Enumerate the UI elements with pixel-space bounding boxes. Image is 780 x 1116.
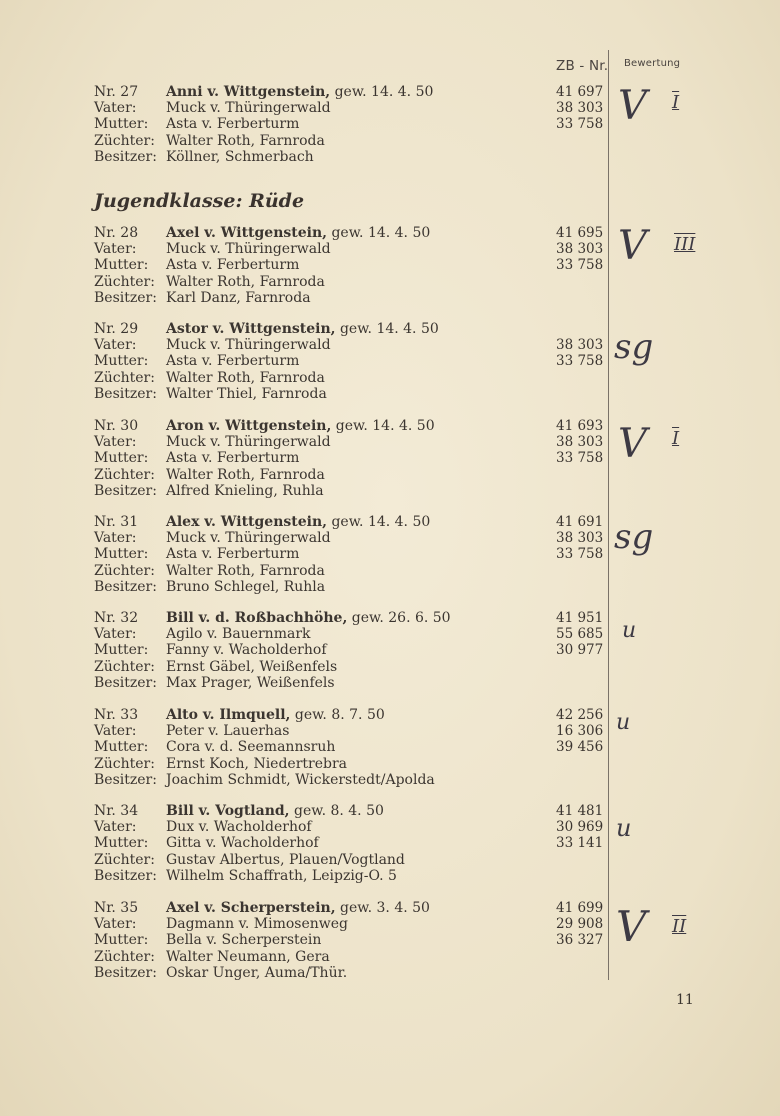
handwritten-rating: sg [614, 327, 654, 367]
handwritten-rating: sg [614, 517, 654, 557]
section-title: Jugendklasse: Rüde [94, 190, 305, 212]
field-label: Züchter: [94, 948, 155, 965]
entry-number: Nr. 27 [94, 84, 139, 100]
field-label: Mutter: [94, 353, 149, 370]
birth-date: gew. 14. 4. 50 [334, 84, 434, 100]
field-value: Walter Roth, Farnroda [166, 369, 325, 386]
field-label: Züchter: [94, 132, 155, 149]
field-label: Mutter: [94, 116, 149, 133]
field-label: Vater: [94, 337, 137, 354]
field-value: Gitta v. Wacholderhof [166, 835, 319, 852]
entry-line [94, 353, 614, 369]
field-value: Walter Thiel, Farnroda [166, 385, 327, 402]
handwritten-rating: u [622, 618, 637, 643]
field-label: Vater: [94, 100, 137, 117]
entry [94, 321, 614, 402]
dog-name: Astor v. Wittgenstein, [166, 321, 336, 337]
entry-line [94, 321, 614, 337]
entry-line [94, 739, 614, 755]
field-label: Mutter: [94, 546, 149, 563]
zb-number: 33 758 [556, 116, 604, 133]
field-label: Vater: [94, 530, 137, 547]
birth-date: gew. 14. 4. 50 [331, 225, 431, 241]
field-label: Mutter: [94, 642, 149, 659]
entry-line [94, 257, 614, 273]
zb-number: 42 256 [556, 707, 604, 723]
entry-line [94, 626, 614, 642]
page-number: 11 [676, 992, 694, 1008]
entry [94, 225, 614, 306]
entry-line [94, 84, 614, 100]
zb-number: 41 697 [556, 84, 604, 100]
entry-line [94, 418, 614, 434]
field-value: Muck v. Thüringerwald [166, 100, 331, 117]
handwritten-placement: III [674, 234, 696, 255]
field-label: Mutter: [94, 835, 149, 852]
field-value: Dux v. Wacholderhof [166, 819, 312, 836]
entry-line [94, 772, 614, 788]
entry-line [94, 450, 614, 466]
field-value: Bruno Schlegel, Ruhla [166, 578, 326, 595]
birth-date: gew. 26. 6. 50 [351, 610, 451, 626]
handwritten-rating: u [616, 710, 631, 735]
entry-line [94, 100, 614, 116]
entry-line [94, 868, 614, 884]
entry-line [94, 483, 614, 499]
entry-number: Nr. 33 [94, 707, 139, 723]
entry-line [94, 835, 614, 851]
field-value: Oskar Unger, Auma/Thür. [166, 964, 348, 981]
entry-number: Nr. 35 [94, 900, 139, 916]
handwritten-placement: I [672, 428, 680, 449]
field-label: Besitzer: [94, 964, 157, 981]
field-label: Züchter: [94, 273, 155, 290]
field-label: Mutter: [94, 739, 149, 756]
field-value: Asta v. Ferberturm [166, 257, 300, 274]
entry-number: Nr. 28 [94, 225, 139, 241]
dog-name: Bill v. Vogtland, [166, 803, 290, 819]
entry-line [94, 675, 614, 691]
entry-line [94, 514, 614, 530]
dog-name-line [166, 514, 430, 530]
field-label: Besitzer: [94, 867, 157, 884]
entry-line [94, 149, 614, 165]
zb-number: 38 303 [556, 530, 604, 547]
zb-number: 30 977 [556, 642, 604, 659]
dog-name-line [166, 84, 433, 100]
zb-number: 16 306 [556, 723, 604, 740]
zb-number: 38 303 [556, 434, 604, 451]
birth-date: gew. 14. 4. 50 [339, 321, 439, 337]
handwritten-placement: I [672, 92, 680, 113]
entry-line [94, 337, 614, 353]
field-value: Muck v. Thüringerwald [166, 241, 331, 258]
field-value: Cora v. d. Seemannsruh [166, 739, 336, 756]
zb-number: 41 695 [556, 225, 604, 241]
birth-date: gew. 8. 7. 50 [294, 707, 385, 723]
entry [94, 900, 614, 981]
field-value: Ernst Koch, Niedertrebra [166, 755, 348, 772]
field-value: Max Prager, Weißenfels [166, 674, 335, 691]
field-value: Walter Neumann, Gera [166, 948, 330, 965]
dog-name-line [166, 225, 430, 241]
entry [94, 610, 614, 691]
entry-line [94, 610, 614, 626]
entry-line [94, 467, 614, 483]
field-label: Besitzer: [94, 578, 157, 595]
handwritten-rating: V [616, 902, 647, 951]
entry-line [94, 916, 614, 932]
birth-date: gew. 8. 4. 50 [294, 803, 384, 819]
zb-number: 41 693 [556, 418, 604, 434]
entry-line [94, 723, 614, 739]
field-value: Walter Roth, Farnroda [166, 132, 325, 149]
field-label: Vater: [94, 723, 137, 740]
field-label: Züchter: [94, 851, 155, 868]
entry-line [94, 949, 614, 965]
zb-number: 41 691 [556, 514, 604, 530]
entry-number: Nr. 29 [94, 321, 139, 337]
birth-date: gew. 3. 4. 50 [340, 900, 430, 916]
entry-line [94, 225, 614, 241]
entry-line [94, 579, 614, 595]
field-label: Züchter: [94, 466, 155, 483]
birth-date: gew. 14. 4. 50 [331, 514, 431, 530]
handwritten-rating: V [618, 421, 647, 467]
entry-number: Nr. 30 [94, 418, 139, 434]
entry-line [94, 707, 614, 723]
entry [94, 803, 614, 884]
entry [94, 707, 614, 788]
field-label: Vater: [94, 626, 137, 643]
entry-line [94, 434, 614, 450]
entry-line [94, 386, 614, 402]
dog-name-line [166, 707, 385, 723]
field-value: Köllner, Schmerbach [166, 148, 314, 165]
zb-number: 33 758 [556, 450, 604, 467]
field-value: Walter Roth, Farnroda [166, 273, 325, 290]
field-value: Muck v. Thüringerwald [166, 530, 331, 547]
field-value: Asta v. Ferberturm [166, 450, 300, 467]
handwritten-rating: V [618, 83, 647, 129]
dog-name: Aron v. Wittgenstein, [166, 418, 332, 434]
zb-number: 33 141 [556, 835, 604, 852]
field-value: Asta v. Ferberturm [166, 116, 300, 133]
field-value: Wilhelm Schaffrath, Leipzig-O. 5 [166, 867, 397, 884]
entry-line [94, 274, 614, 290]
dog-name: Anni v. Wittgenstein, [166, 84, 331, 100]
field-value: Walter Roth, Farnroda [166, 562, 325, 579]
zb-column-header: ZB - Nr. [556, 58, 609, 74]
dog-name: Axel v. Scherperstein, [166, 900, 336, 916]
entry-line [94, 932, 614, 948]
entry-line [94, 803, 614, 819]
field-value: Peter v. Lauerhas [166, 723, 290, 740]
field-label: Vater: [94, 241, 137, 258]
dog-name: Alex v. Wittgenstein, [166, 514, 328, 530]
entry-line [94, 819, 614, 835]
field-label: Besitzer: [94, 385, 157, 402]
entry-number: Nr. 34 [94, 803, 139, 819]
entry-line [94, 965, 614, 981]
entry-number: Nr. 31 [94, 514, 139, 530]
field-label: Mutter: [94, 450, 149, 467]
dog-name-line [166, 418, 435, 434]
entry-line [94, 852, 614, 868]
field-label: Züchter: [94, 658, 155, 675]
entry [94, 84, 614, 165]
field-label: Besitzer: [94, 289, 157, 306]
zb-number: 39 456 [556, 739, 604, 756]
field-label: Mutter: [94, 932, 149, 949]
handwritten-rating: V [618, 223, 647, 269]
zb-number: 38 303 [556, 100, 604, 117]
field-value: Walter Roth, Farnroda [166, 466, 325, 483]
zb-number: 41 699 [556, 900, 604, 916]
entry-line [94, 756, 614, 772]
field-label: Vater: [94, 819, 137, 836]
entry-line [94, 530, 614, 546]
dog-name: Axel v. Wittgenstein, [166, 225, 328, 241]
zb-number: 55 685 [556, 626, 604, 643]
field-value: Asta v. Ferberturm [166, 546, 300, 563]
field-label: Züchter: [94, 369, 155, 386]
entry-line [94, 546, 614, 562]
entry [94, 418, 614, 499]
handwritten-rating: u [616, 814, 632, 842]
field-value: Gustav Albertus, Plauen/Vogtland [166, 851, 405, 868]
bewertung-column-header: Bewertung [624, 58, 681, 69]
field-value: Agilo v. Bauernmark [166, 626, 311, 643]
field-label: Besitzer: [94, 674, 157, 691]
field-label: Züchter: [94, 562, 155, 579]
field-value: Ernst Gäbel, Weißenfels [166, 658, 338, 675]
zb-number: 29 908 [556, 916, 604, 933]
field-value: Muck v. Thüringerwald [166, 434, 331, 451]
field-value: Dagmann v. Mimosenweg [166, 916, 349, 933]
field-value: Alfred Knieling, Ruhla [166, 482, 324, 499]
field-value: Joachim Schmidt, Wickerstedt/Apolda [166, 771, 435, 788]
field-label: Besitzer: [94, 482, 157, 499]
zb-number: 30 969 [556, 819, 604, 836]
zb-number: 38 303 [556, 337, 604, 354]
entry-line [94, 563, 614, 579]
dog-name: Alto v. Ilmquell, [166, 707, 291, 723]
handwritten-placement: II [672, 916, 687, 937]
zb-number: 33 758 [556, 257, 604, 274]
field-label: Vater: [94, 434, 137, 451]
entry-line [94, 642, 614, 658]
field-label: Besitzer: [94, 148, 157, 165]
dog-name-line [166, 900, 430, 916]
dog-name-line [166, 803, 384, 819]
birth-date: gew. 14. 4. 50 [335, 418, 435, 434]
field-value: Karl Danz, Farnroda [166, 289, 311, 306]
field-value: Asta v. Ferberturm [166, 353, 300, 370]
dog-name-line [166, 610, 451, 626]
field-label: Züchter: [94, 755, 155, 772]
zb-number: 41 951 [556, 610, 604, 626]
entry-line [94, 659, 614, 675]
entry-line [94, 900, 614, 916]
entry-line [94, 370, 614, 386]
dog-name: Bill v. d. Roßbachhöhe, [166, 610, 348, 626]
zb-number: 38 303 [556, 241, 604, 258]
dog-name-line [166, 321, 439, 337]
field-value: Fanny v. Wacholderhof [166, 642, 327, 659]
entry-number: Nr. 32 [94, 610, 139, 626]
entry-line [94, 290, 614, 306]
field-label: Mutter: [94, 257, 149, 274]
field-value: Muck v. Thüringerwald [166, 337, 331, 354]
zb-number: 36 327 [556, 932, 604, 949]
zb-number: 33 758 [556, 546, 604, 563]
entry-line [94, 241, 614, 257]
zb-number: 33 758 [556, 353, 604, 370]
field-label: Besitzer: [94, 771, 157, 788]
entry-line [94, 116, 614, 132]
entry-line [94, 133, 614, 149]
field-value: Bella v. Scherperstein [166, 932, 322, 949]
entry [94, 514, 614, 595]
field-label: Vater: [94, 916, 137, 933]
zb-number: 41 481 [556, 803, 604, 819]
